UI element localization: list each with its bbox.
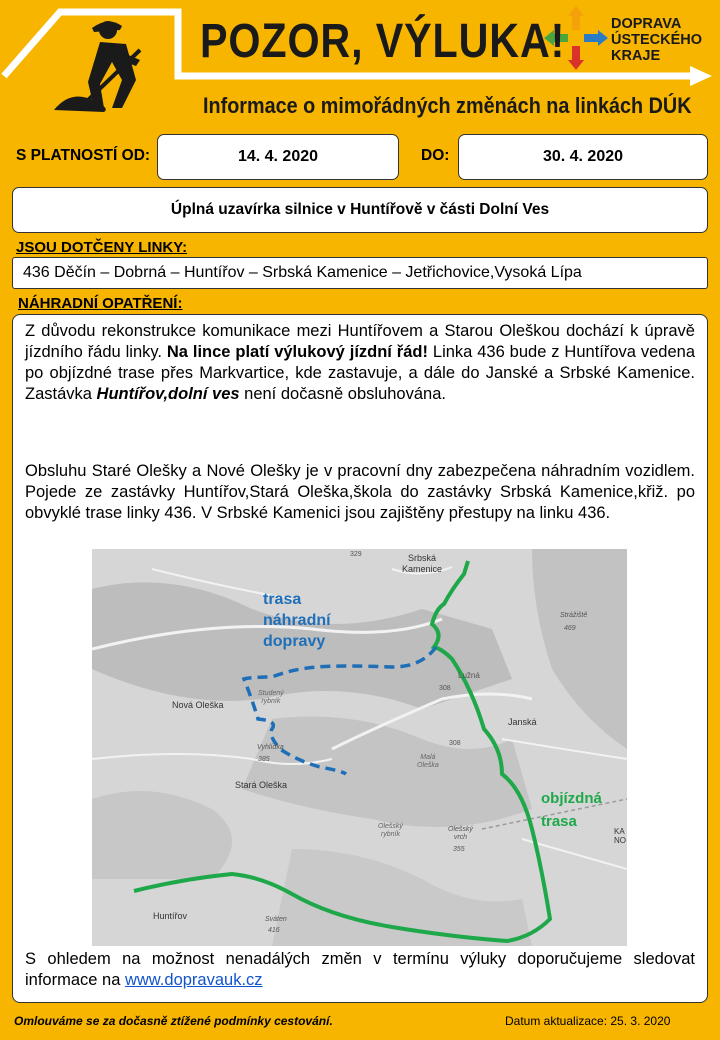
valid-to-label: DO: <box>421 147 450 164</box>
text-span: S ohledem na možnost nenadálých změn v termínu výluky doporučujeme sledovat informace na <box>25 950 695 989</box>
map-label-line: objízdná <box>541 790 602 807</box>
brand-line: KRAJE <box>611 48 661 64</box>
measures-label: NÁHRADNÍ OPATŘENÍ: <box>18 295 183 312</box>
brand-line: ÚSTECKÉHO <box>611 32 703 48</box>
text-span: Linka 436 bude z Huntířova vedena po objízdné trase přes Markvartice, kde zastavuje, a dále do Janské a Srbské Kamenice. Zastávka <box>25 343 695 403</box>
map-place-kamenicky <box>614 827 626 845</box>
map-place-nova-oleska: Nová Oleška <box>172 700 224 710</box>
stop-name: Huntířov,dolní ves <box>96 385 240 403</box>
map-elevation: 355 <box>453 846 465 853</box>
map-place-stara-oleska: Stará Oleška <box>235 780 288 790</box>
map-place-huntirov: Huntířov <box>153 911 188 921</box>
map-place-line: Olešský <box>378 823 403 830</box>
map-elevation: 308 <box>449 740 461 747</box>
measures-paragraph-2: Obsluhu Staré Olešky a Nové Olešky je v pracovní dny zabezpečena náhradním vozidlem. Pojede ze zastávky Huntířov,Stará Oleška,škola do zastávky Srbská Kamenice,křiž. po obvyklé trase linky 436. V Srbské Kamenici jsou zajištěny přestupy na linku 436. <box>25 462 695 522</box>
map-label-detour <box>541 787 602 833</box>
map-place-luzna: Lužná <box>458 671 480 680</box>
text-span: není dočasně obsluhována. <box>239 385 446 403</box>
valid-to-value: 30. 4. 2020 <box>458 134 708 180</box>
measures-paragraph-1 <box>25 321 695 405</box>
page-subtitle: Informace o mimořádných změnách na linkách DÚK <box>203 93 692 118</box>
affected-lines-label: JSOU DOTČENY LINKY: <box>16 239 188 256</box>
map-label-replacement <box>263 589 331 652</box>
map-place-line: KA <box>614 827 625 836</box>
map-place-line: Olešský <box>448 826 473 833</box>
route-map <box>92 549 627 946</box>
map-elevation: 308 <box>439 685 451 692</box>
map-place-line: rybník <box>261 698 281 705</box>
affected-lines-text: 436 Děčín – Dobrná – Huntířov – Srbská Kamenice – Jetřichovice,Vysoká Lípa <box>12 257 708 289</box>
footer-apology: Omlouváme se za dočasně ztížené podmínky cestování. <box>14 1014 333 1028</box>
closure-headline: Úplná uzavírka silnice v Huntířově v části Dolní Ves <box>12 187 708 233</box>
map-place-srbska-kamenice <box>402 553 442 575</box>
map-place-line: rybník <box>380 831 400 838</box>
road-worker-icon <box>54 21 140 112</box>
footer-updated-date: Datum aktualizace: 25. 3. 2020 <box>505 1014 671 1028</box>
map-place-line: Kamenice <box>402 564 443 574</box>
valid-from-value: 14. 4. 2020 <box>157 134 399 180</box>
map-place-line: NO <box>614 836 626 845</box>
text-span: Z důvodu rekonstrukce komunikace mezi Huntířovem a Starou Oleškou dochází k úpravě jízdního řádu linky. <box>25 322 695 361</box>
map-place-mala-oleska <box>417 754 439 770</box>
measures-paragraph-3 <box>25 949 695 991</box>
notice-bold: Na lince platí výlukový jízdní řád! <box>166 343 428 361</box>
map-elevation: 329 <box>350 551 362 558</box>
website-link[interactable]: www.dopravauk.cz <box>124 971 263 989</box>
map-place-straziste: Strážiště <box>560 612 588 619</box>
map-place-olessky-rybnik <box>378 823 403 839</box>
map-elevation: 416 <box>268 927 280 934</box>
map-place-line: vrch <box>453 834 468 841</box>
map-elevation: 469 <box>564 625 576 632</box>
map-place-janska: Janská <box>508 717 537 727</box>
brand-name <box>611 16 702 64</box>
valid-from-label: S PLATNOSTÍ OD: <box>16 147 151 164</box>
map-place-line: Malá <box>420 754 436 761</box>
map-label-line: trasa <box>263 591 302 608</box>
map-place-svaten: Sváten <box>265 916 287 923</box>
brand-line: DOPRAVA <box>611 16 682 32</box>
map-place-olessky-vrch <box>448 826 473 842</box>
map-label-line: trasa <box>541 813 577 830</box>
map-place-line: Srbská <box>408 553 437 563</box>
map-place-line: Oleška <box>417 762 439 769</box>
map-place-line: Studený <box>258 690 284 697</box>
map-place-studeny-rybnik <box>258 690 284 706</box>
map-label-line: dopravy <box>263 633 326 650</box>
map-place-vyhlidka: Vyhlídka <box>257 744 284 751</box>
map-label-line: náhradní <box>263 612 331 629</box>
page-title: POZOR, VÝLUKA! <box>200 15 566 68</box>
map-elevation: 385 <box>258 756 270 763</box>
